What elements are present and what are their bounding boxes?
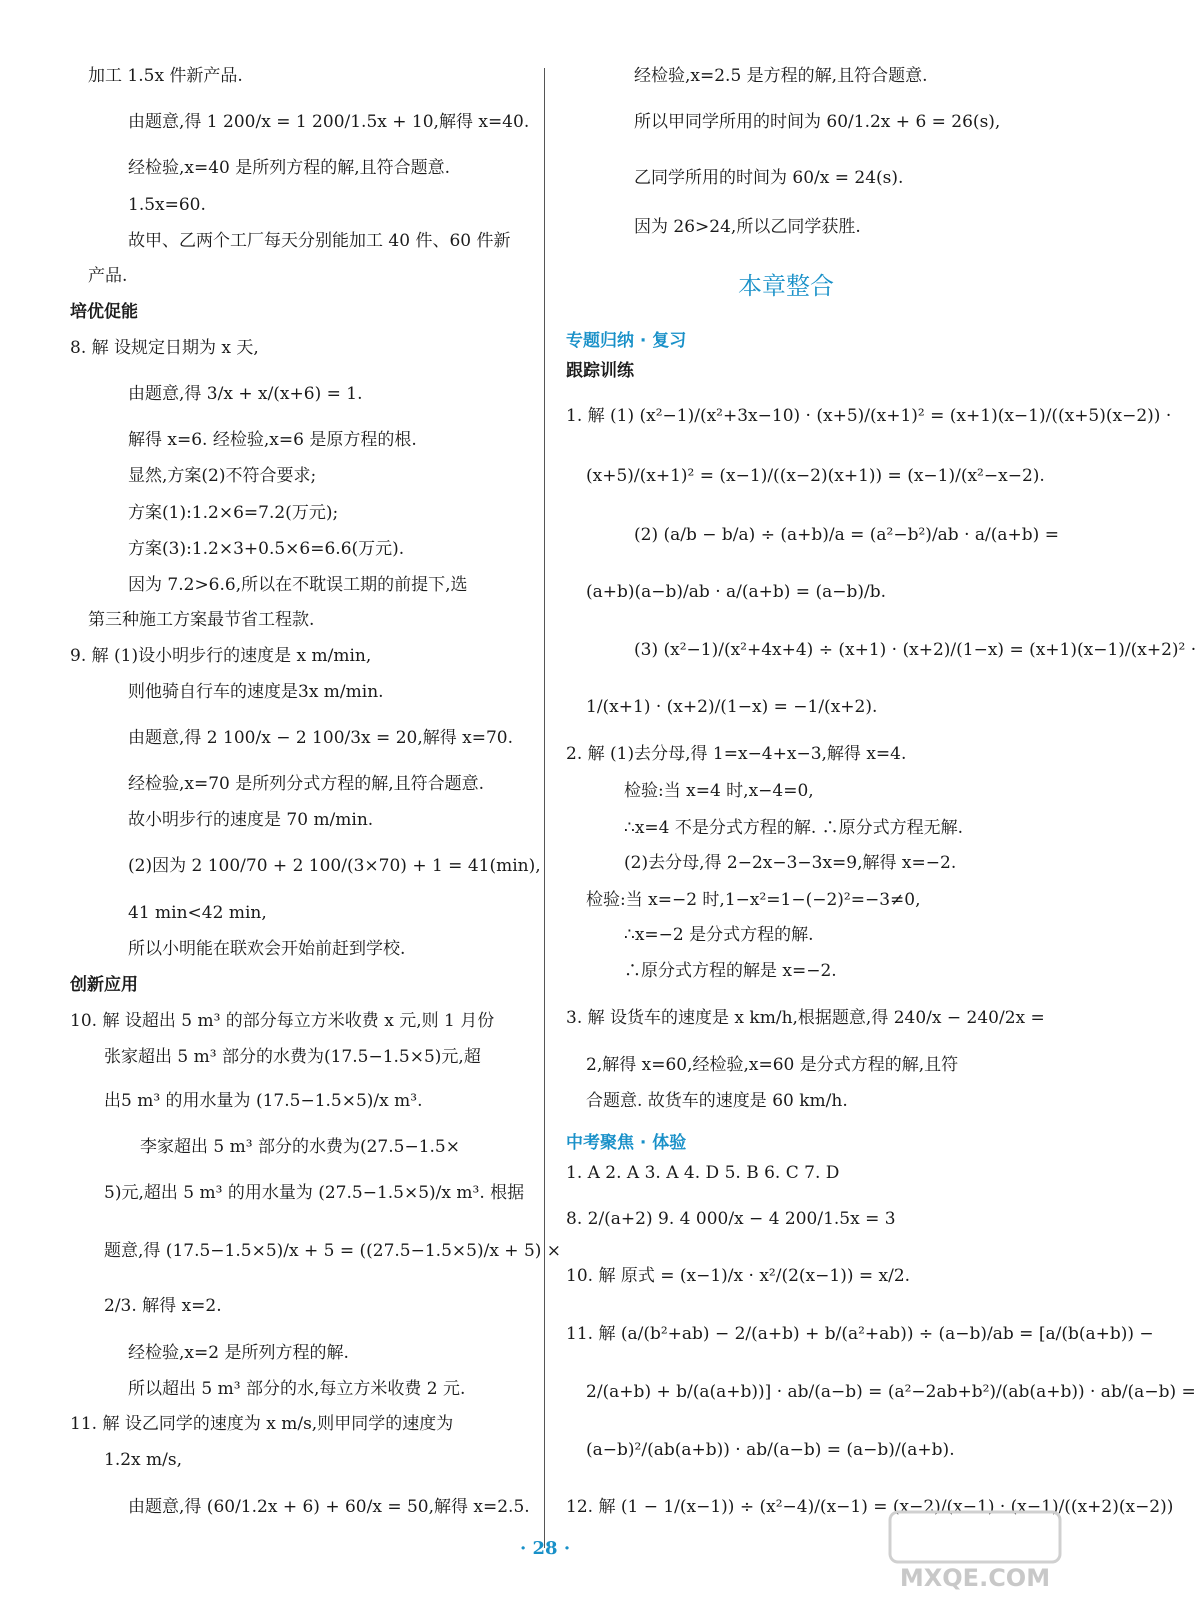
equation-line: 乙同学所用的时间为 60/x = 24(s). xyxy=(634,168,904,188)
text-line: 故小明步行的速度是 70 m/min. xyxy=(128,810,374,830)
equation-line: (a+b)(a−b)/ab · a/(a+b) = (a−b)/b. xyxy=(586,582,886,602)
page-number: · 28 · xyxy=(520,1538,571,1559)
problem-10-right: 10. 解 原式 = (x−1)/x · x²/(2(x−1)) = x/2. xyxy=(566,1266,911,1286)
column-divider xyxy=(544,68,545,1548)
problem-8: 8. 解 设规定日期为 x 天, xyxy=(70,338,259,358)
text-line: (2)去分母,得 2−2x−3−3x=9,解得 x=−2. xyxy=(624,853,957,873)
text-line: ∴原分式方程的解是 x=−2. xyxy=(624,961,837,981)
text-line: 方案(1):1.2×6=7.2(万元); xyxy=(128,503,339,523)
text-line: 显然,方案(2)不符合要求; xyxy=(128,466,317,486)
equation-line: 由题意,得 (60/1.2x + 6) + 60/x = 50,解得 x=2.5. xyxy=(128,1497,530,1517)
problem-1: 1. 解 (1) (x²−1)/(x²+3x−10) · (x+5)/(x+1)² = (x+1)(x−1)/((x+5)(x−2)) · xyxy=(566,406,1172,426)
equation-line: 5)元,超出 5 m³ 的用水量为 (27.5−1.5×5)/x m³. 根据 xyxy=(104,1183,525,1203)
section-heading-review: 专题归纳 · 复习 xyxy=(566,331,687,351)
text-line: 经检验,x=40 是所列方程的解,且符合题意. xyxy=(128,158,451,178)
text-line: 经检验,x=70 是所列分式方程的解,且符合题意. xyxy=(128,774,485,794)
text-line: 张家超出 5 m³ 部分的水费为(17.5−1.5×5)元,超 xyxy=(104,1047,481,1067)
text-line: 合题意. 故货车的速度是 60 km/h. xyxy=(586,1091,848,1111)
problem-11: 11. 解 设乙同学的速度为 x m/s,则甲同学的速度为 xyxy=(70,1414,454,1434)
text-line: ∴x=−2 是分式方程的解. xyxy=(624,925,814,945)
watermark-logo xyxy=(880,1500,1070,1595)
answers-line: 1. A 2. A 3. A 4. D 5. B 6. C 7. D xyxy=(566,1163,840,1183)
equation-line: 由题意,得 2 100/x − 2 100/3x = 20,解得 x=70. xyxy=(128,728,513,748)
text-line: 因为 7.2>6.6,所以在不耽误工期的前提下,选 xyxy=(128,575,468,595)
text-line: 加工 1.5x 件新产品. xyxy=(88,66,243,86)
watermark-text: MXQE.COM xyxy=(899,1564,1051,1592)
problem-9: 9. 解 (1)设小明步行的速度是 x m/min, xyxy=(70,646,372,666)
text-line: 第三种施工方案最节省工程款. xyxy=(88,610,315,630)
equation-line: 出5 m³ 的用水量为 (17.5−1.5×5)/x m³. xyxy=(104,1091,423,1111)
equation-line: (x+5)/(x+1)² = (x−1)/((x−2)(x+1)) = (x−1)/(x²−x−2). xyxy=(586,466,1045,486)
section-heading-exam: 中考聚焦 · 体验 xyxy=(566,1133,687,1153)
text-line: 2,解得 x=60,经检验,x=60 是分式方程的解,且符 xyxy=(586,1055,959,1075)
text-line: ∴x=4 不是分式方程的解. ∴原分式方程无解. xyxy=(624,818,964,838)
equation-line: 由题意,得 3/x + x/(x+6) = 1. xyxy=(128,384,363,404)
section-heading: 创新应用 xyxy=(70,975,138,995)
problem-3: 3. 解 设货车的速度是 x km/h,根据题意,得 240/x − 240/2x = xyxy=(566,1008,1045,1028)
problem-2: 2. 解 (1)去分母,得 1=x−4+x−3,解得 x=4. xyxy=(566,744,907,764)
chapter-title: 本章整合 xyxy=(738,272,834,300)
equation-line: 由题意,得 1 200/x = 1 200/1.5x + 10,解得 x=40. xyxy=(128,112,530,132)
text-line: 1.5x=60. xyxy=(128,195,206,215)
text-line: 1.2x m/s, xyxy=(104,1450,183,1470)
equation-line: (3) (x²−1)/(x²+4x+4) ÷ (x+1) · (x+2)/(1−x) = (x+1)(x−1)/(x+2)² · xyxy=(634,640,1196,660)
text-line: 所以小明能在联欢会开始前赶到学校. xyxy=(128,939,406,959)
text-line: 解得 x=6. 经检验,x=6 是原方程的根. xyxy=(128,430,417,450)
text-line: 经检验,x=2 是所列方程的解. xyxy=(128,1343,349,1363)
problem-11-right: 11. 解 (a/(b²+ab) − 2/(a+b) + b/(a²+ab)) ÷ (a−b)/ab = [a/(b(a+b)) − xyxy=(566,1324,1154,1344)
equation-line: (2) (a/b − b/a) ÷ (a+b)/a = (a²−b²)/ab · a/(a+b) = xyxy=(634,525,1059,545)
problem-12-right: 12. 解 (1 − 1/(x−1)) ÷ (x²−4)/(x−1) = (x−2)/(x−1) · (x−1)/((x+2)(x−2)) xyxy=(566,1497,1174,1517)
answers-line: 8. 2/(a+2) 9. 4 000/x − 4 200/1.5x = 3 xyxy=(566,1209,896,1229)
text-line: 检验:当 x=4 时,x−4=0, xyxy=(624,781,814,801)
text-line: 检验:当 x=−2 时,1−x²=1−(−2)²=−3≠0, xyxy=(586,890,921,910)
text-line: 产品. xyxy=(88,266,128,286)
equation-line: (a−b)²/(ab(a+b)) · ab/(a−b) = (a−b)/(a+b). xyxy=(586,1440,955,1460)
text-line: 所以超出 5 m³ 部分的水,每立方米收费 2 元. xyxy=(128,1379,466,1399)
section-heading: 培优促能 xyxy=(70,302,138,322)
text-line: 经检验,x=2.5 是方程的解,且符合题意. xyxy=(634,66,928,86)
equation-line: 所以甲同学所用的时间为 60/1.2x + 6 = 26(s), xyxy=(634,112,1001,132)
equation-line: 2/(a+b) + b/(a(a+b))] · ab/(a−b) = (a²−2ab+b²)/(ab(a+b)) · ab/(a−b) = xyxy=(586,1382,1196,1402)
equation-line: 1/(x+1) · (x+2)/(1−x) = −1/(x+2). xyxy=(586,697,878,717)
equation-line: 题意,得 (17.5−1.5×5)/x + 5 = ((27.5−1.5×5)/x + 5) × xyxy=(104,1241,562,1261)
text-line: 故甲、乙两个工厂每天分别能加工 40 件、60 件新 xyxy=(128,231,511,251)
text-line: 因为 26>24,所以乙同学获胜. xyxy=(634,217,861,237)
text-line: 41 min<42 min, xyxy=(128,903,267,923)
text-line: 则他骑自行车的速度是3x m/min. xyxy=(128,682,384,702)
equation-line: (2)因为 2 100/70 + 2 100/(3×70) + 1 = 41(min), xyxy=(128,856,541,876)
problem-10: 10. 解 设超出 5 m³ 的部分每立方米收费 x 元,则 1 月份 xyxy=(70,1011,495,1031)
text-line: 李家超出 5 m³ 部分的水费为(27.5−1.5× xyxy=(140,1137,460,1157)
text-line: 方案(3):1.2×3+0.5×6=6.6(万元). xyxy=(128,539,405,559)
equation-line: 2/3. 解得 x=2. xyxy=(104,1296,222,1316)
subsection-heading: 跟踪训练 xyxy=(566,361,634,381)
